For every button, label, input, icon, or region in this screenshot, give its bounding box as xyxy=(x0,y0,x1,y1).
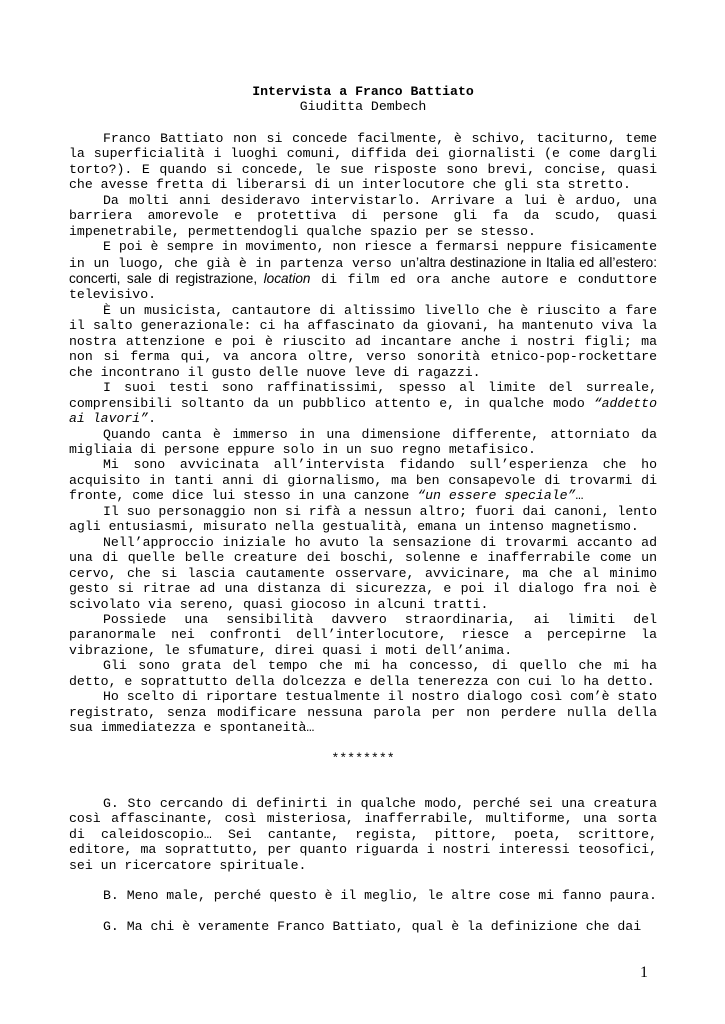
paragraph-text: Mi sono avvicinata all’intervista fidando sull’esperienza che ho acquisito in tanti anni di giornalismo, ma ben consapevole di trovarmi di fronte, come dice lui stesso in una canzone xyxy=(69,457,657,504)
paragraph-text: di film ed ora anche autore e conduttore televisivo. xyxy=(69,271,657,303)
paragraph: Il suo personaggio non si rifà a nessun altro; fuori dai canoni, lento agli entusiasmi, misurato nella gestualità, emana un intenso magnetismo. xyxy=(69,503,657,535)
italic-text: location xyxy=(263,270,311,286)
paragraph: Da molti anni desideravo intervistarlo. Arrivare a lui è arduo, una barriera amorevole e protettiva di persone gli fa da scudo, quasi impenetrabile, permettendogli qualche spazio per se stesso. xyxy=(69,192,657,239)
interview-question: G. Sto cercando di definirti in qualche modo, perché sei una creatura così affascinante, così misteriosa, inafferrabile, multiforme, una sorta di caleidoscopio… Sei cantante, regista, pittore, poeta, scrittore, editore, ma soprattutto, per quanto riguarda i nostri interessi teosofici, sei un ricercatore spirituale. xyxy=(69,796,657,873)
paragraph: Franco Battiato non si concede facilmente, è schivo, taciturno, teme la superficialità i luoghi comuni, diffida dei giornalisti (e come dargli torto?). E quando si concede, le sue risposte sono brevi, concise, quasi che avesse fretta di liberarsi di un interlocutore che gli sta stretto. xyxy=(69,130,657,193)
paragraph-text: . xyxy=(148,411,157,427)
paragraph: Ho scelto di riportare testualmente il nostro dialogo così com’è stato registrato, senza modificare nessuna parola per non perdere nulla della sua immediatezza e spontaneità… xyxy=(69,689,657,736)
paragraph-text: ’altra destinazione in Italia ed all’estero: concerti, sale di registrazione, xyxy=(69,254,657,286)
paragraph xyxy=(69,380,657,426)
italic-quote: “un essere speciale” xyxy=(417,488,576,504)
interview-answer: B. Meno male, perché questo è il meglio, le altre cose mi fanno paura. xyxy=(103,888,657,904)
document-title: Intervista a Franco Battiato xyxy=(252,84,474,99)
interview-question: G. Ma chi è veramente Franco Battiato, qual è la definizione che dai xyxy=(103,918,642,934)
paragraph xyxy=(69,457,657,503)
document-author: Giuditta Dembech xyxy=(299,99,427,115)
paragraph: Nell’approccio iniziale ho avuto la sensazione di trovarmi accanto ad una di quelle belle creature dei boschi, solenne e inafferrabile come un cervo, che si lascia cautamente osservare, avvicinare, ma che al minimo gesto si ritrae ad una distanza di sicurezza, e poi il dialogo fra noi è scivolato via sereno, quasi giocoso in alcuni tratti. xyxy=(69,534,657,612)
page-number: 1 xyxy=(640,964,648,981)
section-separator: ******** xyxy=(331,750,395,766)
paragraph-text: E poi è sempre in movimento, non riesce a fermarsi neppure fisicamente in un luogo, che già è in partenza verso un xyxy=(69,239,657,271)
paragraph: Possiede una sensibilità davvero straordinaria, ai limiti del paranormale nei confronti dell’interlocutore, riesce a percepirne la vibrazione, le sfumature, direi quasi i moti dell’anima. xyxy=(69,611,657,658)
paragraph: Quando canta è immerso in una dimensione differente, attorniato da migliaia di persone eppure solo in un suo regno metafisico. xyxy=(69,426,657,457)
paragraph: Gli sono grata del tempo che mi ha concesso, di quello che mi ha detto, e soprattutto della dolcezza e della tenerezza con cui lo ha detto. xyxy=(69,658,657,689)
paragraph xyxy=(69,239,657,303)
paragraph-text: I suoi testi sono raffinatissimi, spesso al limite del surreale, comprensibili soltanto da un pubblico attento e, in qualche modo xyxy=(69,380,657,411)
paragraph: È un musicista, cantautore di altissimo livello che è riuscito a fare il salto generazionale: ci ha affascinato da giovani, ha mantenuto viva la nostra attenzione e poi è riuscito ad incantare anche i nostri figli; ma non si ferma qui, va ancora oltre, verso sonorità etnico-pop-rockettare che incontrano il gusto delle nuove leve di ragazzi. xyxy=(69,302,657,380)
italic-quote: “addetto ai lavori” xyxy=(69,395,657,427)
document-page xyxy=(69,84,657,934)
paragraph-text: … xyxy=(575,488,584,504)
